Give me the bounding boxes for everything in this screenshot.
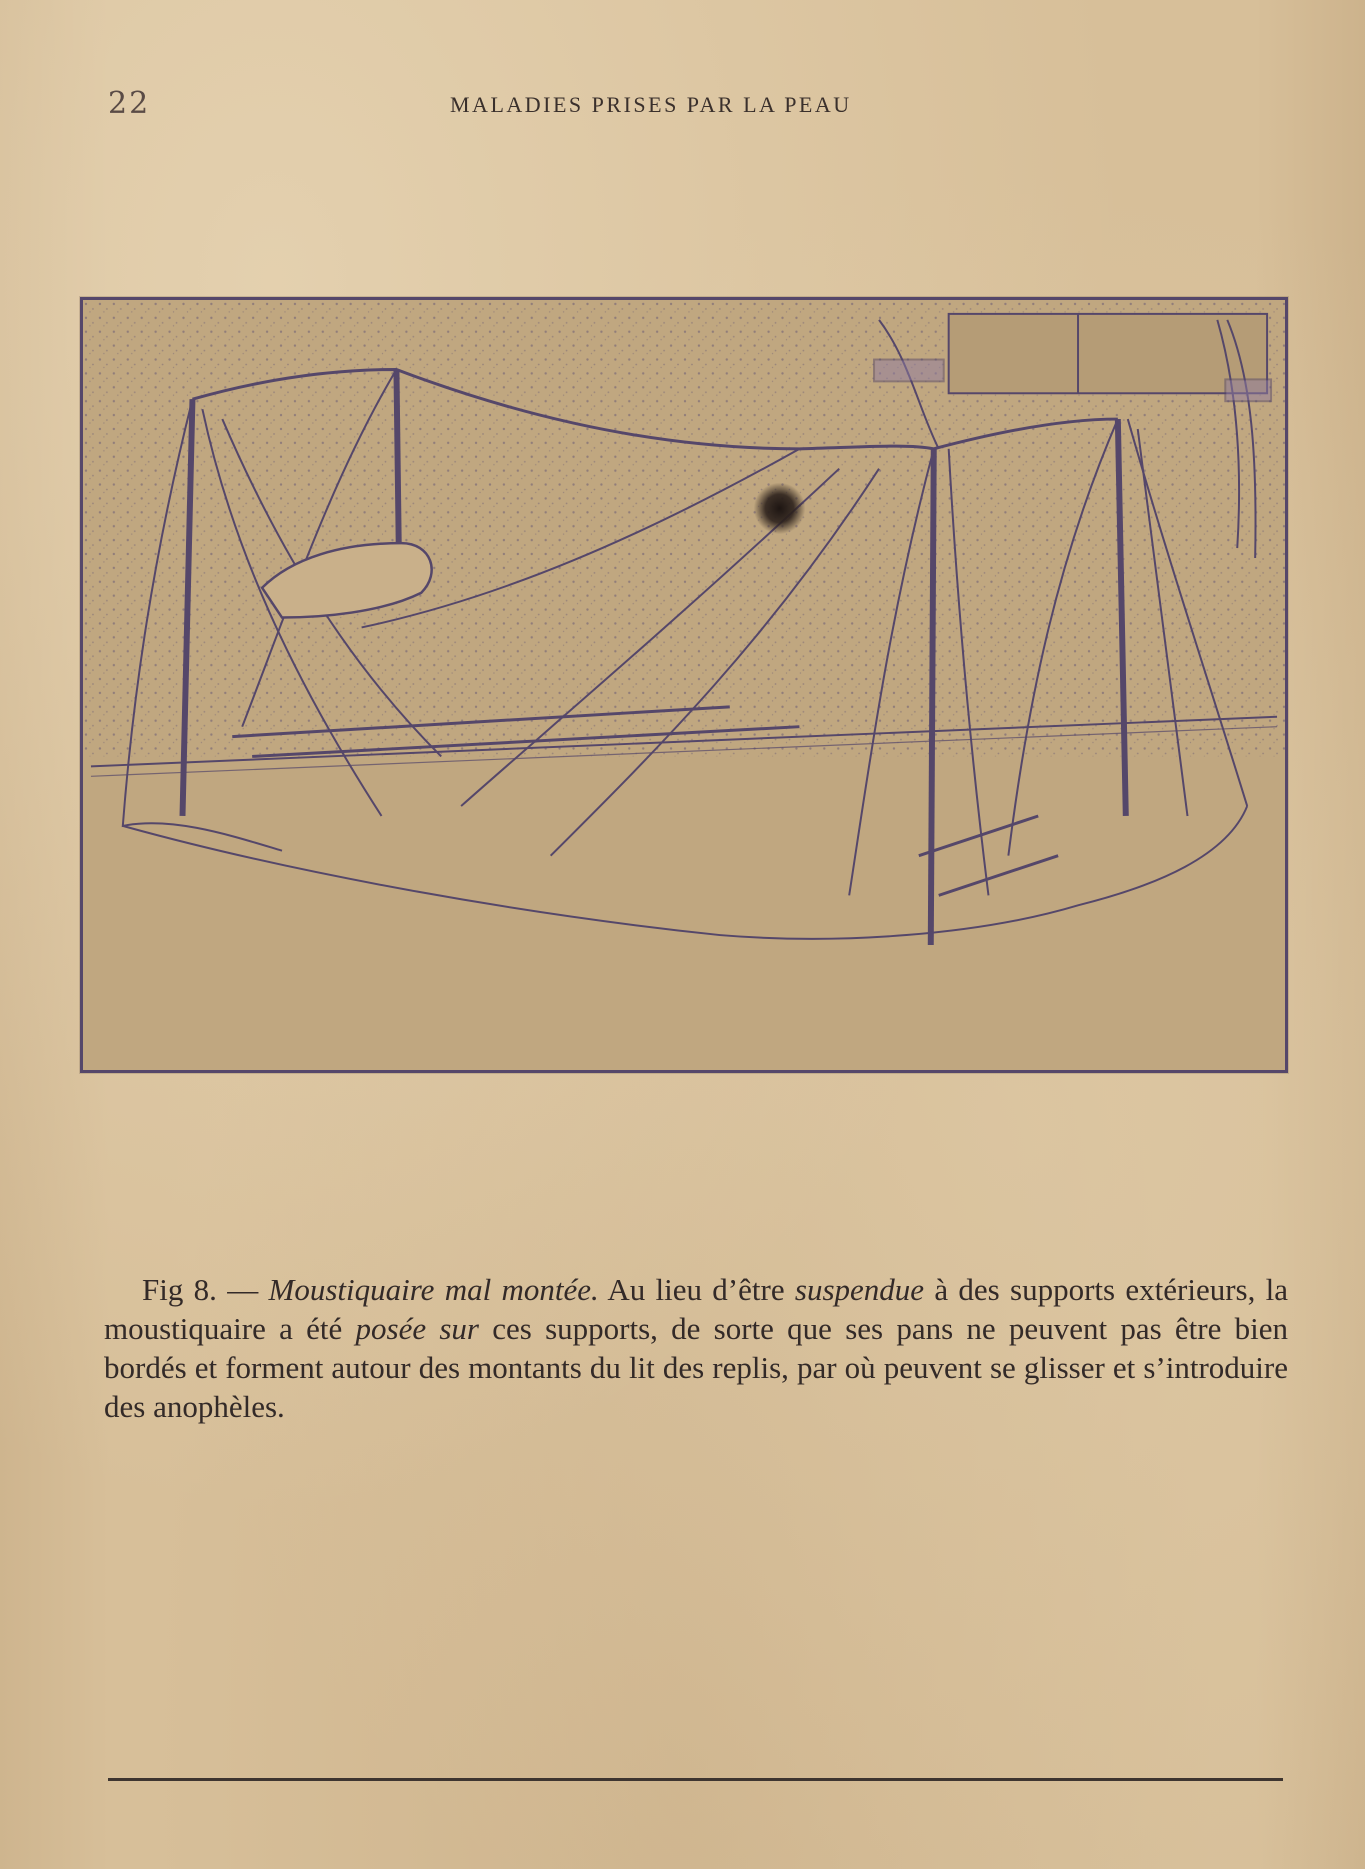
running-head: MALADIES PRISES PAR LA PEAU xyxy=(450,92,852,117)
caption-em-1: suspendue xyxy=(794,1272,925,1307)
figure-caption xyxy=(104,1270,1288,1426)
mosquito-net-drawing xyxy=(83,300,1285,1070)
caption-em-2: posée sur xyxy=(355,1311,479,1346)
caption-text-3: ces supports, de sorte que ses pans ne peuvent pas être bien bordés et forment autour des montants du lit des replis, par où peuvent se glisser et s’introduire des anophèles. xyxy=(104,1311,1288,1424)
caption-text-1: Au lieu d’être xyxy=(598,1272,795,1307)
footer-rule xyxy=(108,1778,1283,1781)
caption-title: Moustiquaire mal montée. xyxy=(268,1272,599,1307)
page-number: 22 xyxy=(108,86,151,121)
caption-text-2: à des supports extérieurs, la moustiquaire a été xyxy=(104,1272,1289,1346)
figure-illustration xyxy=(80,297,1288,1073)
caption-paragraph xyxy=(104,1270,1288,1426)
ink-stain xyxy=(754,483,806,535)
caption-fig-label: Fig 8. — xyxy=(142,1272,269,1307)
